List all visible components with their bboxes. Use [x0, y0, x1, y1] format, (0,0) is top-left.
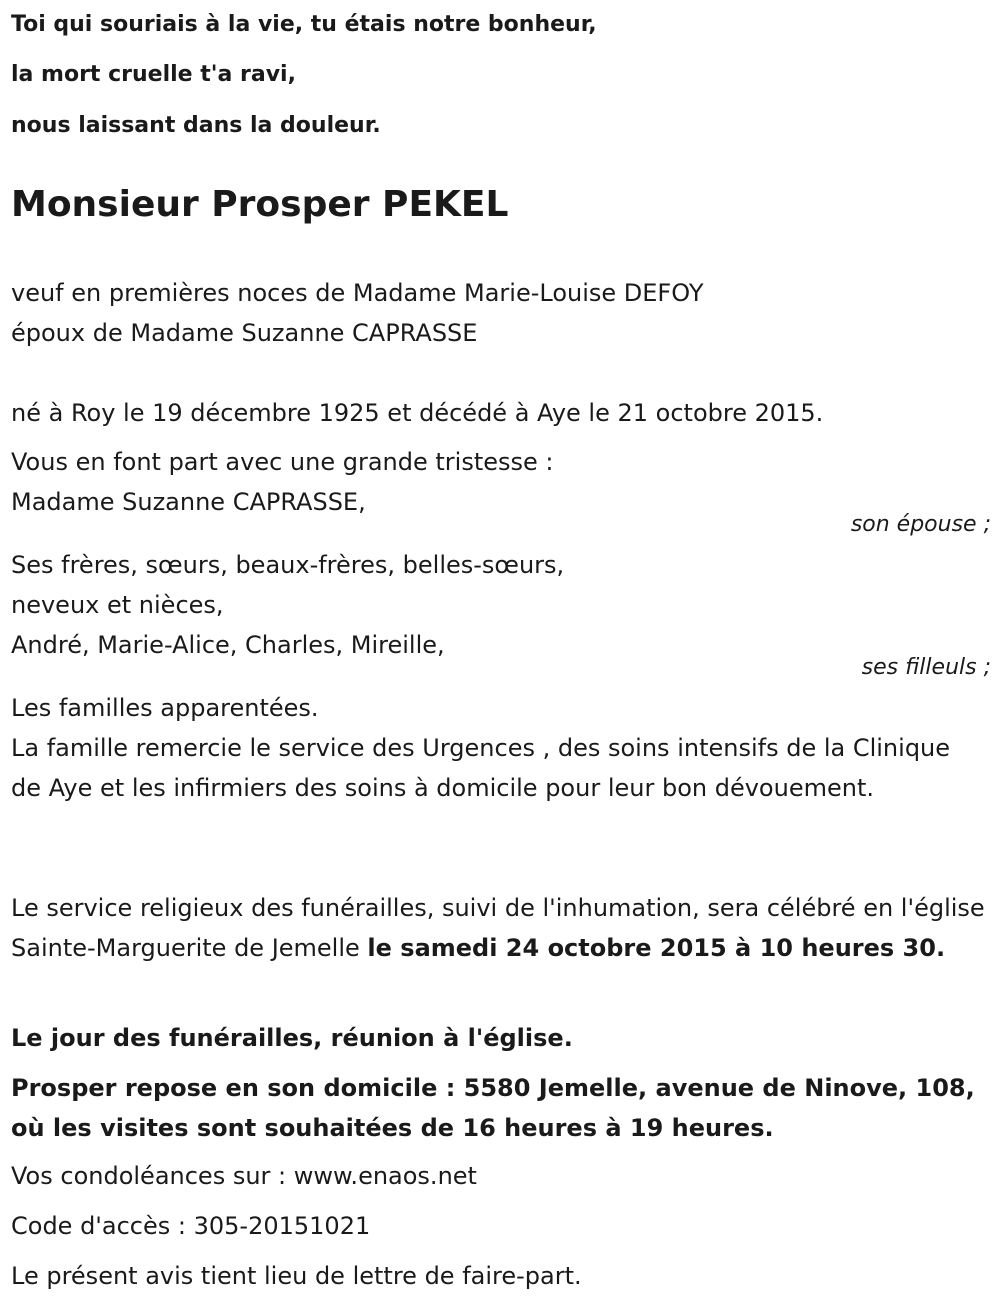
thanks-paragraph: La famille remercie le service des Urgences , des soins intensifs de la Clinique de Aye et les infirmiers des soins à domicile pour leur bon dévouement. [11, 734, 951, 802]
access-code: Code d'accès : 305-20151021 [11, 1212, 371, 1240]
service-text: Le service religieux des funérailles, suivi de l'inhumation, sera célébré en l'église Sainte-Marguerite de Jemelle [11, 894, 985, 962]
family-intro: Vous en font part avec une grande tristesse : [11, 448, 554, 476]
service-datetime: le samedi 24 octobre 2015 à 10 heures 30. [367, 934, 946, 962]
spouse-line-2: époux de Madame Suzanne CAPRASSE [11, 319, 478, 347]
poem-line-2: la mort cruelle t'a ravi, [11, 62, 296, 87]
siblings: Ses frères, sœurs, beaux-frères, belles-sœurs, [11, 551, 565, 579]
deceased-name: Monsieur Prosper PEKEL [11, 184, 509, 225]
service-paragraph [11, 888, 986, 968]
relatives: Les familles apparentées. [11, 694, 319, 722]
nephews: neveux et nièces, [11, 591, 224, 619]
meeting-info: Le jour des funérailles, réunion à l'église. [11, 1024, 573, 1052]
wife-name: Madame Suzanne CAPRASSE, [11, 488, 366, 516]
godchildren: André, Marie-Alice, Charles, Mireille, [11, 631, 445, 659]
notice-text: Le présent avis tient lieu de lettre de faire-part. [11, 1262, 582, 1290]
birth-death: né à Roy le 19 décembre 1925 et décédé à Aye le 21 octobre 2015. [11, 399, 824, 427]
poem-line-3: nous laissant dans la douleur. [11, 113, 381, 138]
poem-line-1: Toi qui souriais à la vie, tu étais notre bonheur, [11, 12, 597, 37]
repose-info: Prosper repose en son domicile : 5580 Jemelle, avenue de Ninove, 108, où les visites sont souhaitées de 16 heures à 19 heures. [11, 1074, 975, 1142]
spouse-line-1: veuf en premières noces de Madame Marie-Louise DEFOY [11, 279, 704, 307]
godchildren-role: ses filleuls ; [861, 655, 991, 680]
condolences-info: Vos condoléances sur : www.enaos.net [11, 1162, 477, 1190]
wife-role: son épouse ; [850, 512, 991, 537]
